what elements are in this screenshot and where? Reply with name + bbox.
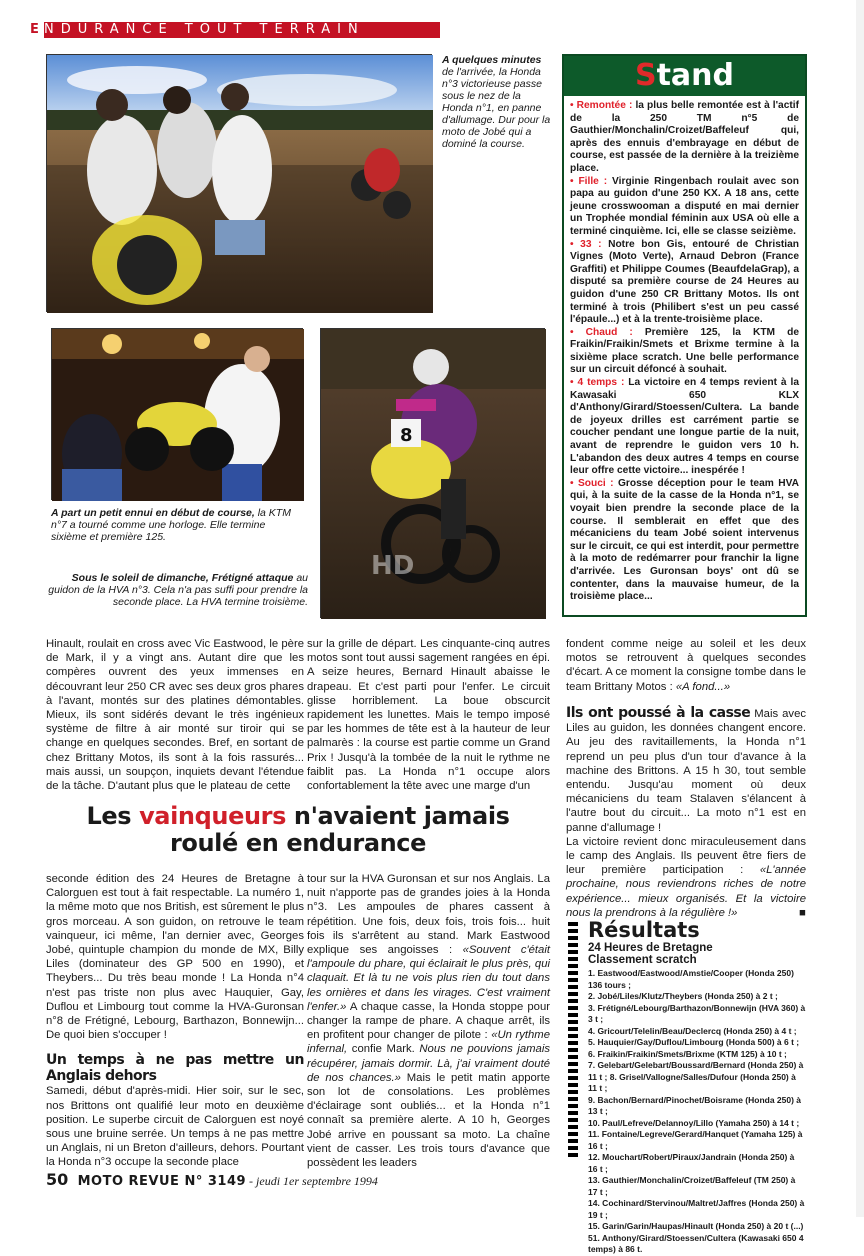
lower-column-3 (566, 706, 806, 920)
results-row: 15. Garin/Garin/Haupas/Hinault (Honda 250) à 20 t (...) 51. Anthony/Girard/Stoessen/Cultera (Kawasaki 650 4 temps) à 86 t. (588, 1221, 804, 1254)
stand-item-key: • Remontée : (570, 100, 633, 111)
lower-column-2-quote-2: «Un rythme infernal, (307, 1029, 550, 1056)
headline-red: vainqueurs (139, 802, 286, 830)
lower-column-1-para-1: seconde édition des 24 Heures de Bretagne à Calorguen est tout à fait respectable. La numéro 1, la même moto que nos British, est sûrement le plus gros morceau. A son guidon, on retrouve le team vainqueur, ici même, l'an dernier avec, Georges Jobé, quintuple champion du monde de MX, Billy Liles (dominateur des GP 500 en 1990), et Theybers... Du très beau monde ! La Honda n°4 n'est pas triste non plus avec Hauquier, Gay, Duflou et Limbourg tout comme la HVA-Guronsan n°8 de Frétigné, Lebourg, Barthazon, Bonnewijn... De quoi bien s'occuper ! (46, 873, 304, 1042)
results-row: 5. Hauquier/Gay/Duflou/Limbourg (Honda 500) à 6 t ; (588, 1037, 800, 1047)
results-row: 3. Frétigné/Lebourg/Barthazon/Bonnewijn (HVA 360) à 3 t ; (588, 1002, 806, 1024)
photo-hva-rider (320, 328, 545, 618)
results-row: 4. Gricourt/Telelin/Beau/Declercq (Honda 250) à 4 t ; (588, 1025, 797, 1036)
lower-column-2-text-d: Mais le petit matin apporte son lot de consolations. Les problèmes d'éclairage sont oubliés... et la Honda n°1 connaît sa première alerte. A 10 h, Georges Jobé arrive en poussant sa moto. La chaîne vient de casser. Les trois tours d'avance que possèdent les leaders (307, 1071, 550, 1170)
header-first-letter: E (30, 22, 46, 37)
header-title: NDURANCE TOUT TERRAIN (44, 22, 365, 37)
lower-column-1-subheading: Un temps à ne pas mettre un Anglais dehors (46, 1052, 304, 1085)
headline-line-1 (46, 803, 550, 830)
stand-item-key: • Souci : (570, 477, 614, 489)
headline-post: n'avaient jamais (285, 802, 510, 830)
caption-bottom-left (46, 572, 308, 608)
lower-column-2 (307, 872, 550, 1170)
lower-column-3-subheading: Ils ont poussé à la casse (566, 705, 751, 721)
results-row: 11. Fontaine/Legreve/Gerard/Hanquet (Yamaha 125) à 16 t ; (588, 1129, 803, 1151)
stand-item-text: la plus belle remontée est à l'actif de la 250 TM n°5 de Gauthier/Monchalin/Croizet/Baffeleuf qui, après des ennuis d'embrayage en début de course, est passée de la dernière à la treizième place. (570, 100, 800, 174)
end-mark-icon: ■ (799, 906, 806, 919)
stand-item-text: Grosse déception pour le team HVA qui, à la suite de la casse de la Honda n°1, se voyait bien prendre la seconde place de la course. Il semblerait en effet que des mécaniciens du team Jobé soient intervenus sur le circuit, ce qui est interdit, pour permettre à la moto de redémarrer pour franchir la ligne d'arrivée. Les Guronsan boys' ont dû se contenter, dans la mauvaise humeur, de la troisième place... (570, 477, 800, 603)
stand-item-text: Virginie Ringenbach roulait avec son papa au guidon d'une 250 KX. A 18 ans, cette jeune crosswooman a disputé en mai dernier un Trophée mondial féminin aux USA où elle a terminé cinquième. Ici, elle se classe seizième. (570, 175, 799, 237)
upper-column-3-italic: «A fond...» (672, 680, 731, 693)
lower-column-2-text-c: confie Mark. (347, 1043, 420, 1056)
results-row: 2. Jobé/Liles/Klutz/Theybers (Honda 250) à 2 t ; (588, 991, 778, 1001)
stand-item-text: Première 125, la KTM de Fraikin/Fraikin/Smets et Brixme termine à la sixième place scratch. Une belle performance sur un circuit défoncé à souhait. (570, 326, 799, 376)
stand-item (570, 239, 799, 327)
magazine-name: MOTO REVUE N° 3149 (77, 1174, 247, 1189)
stand-title (564, 56, 805, 96)
stand-item-key: • Fille : (570, 175, 608, 187)
results-row: 7. Gelebart/Gelebart/Boussard/Bernard (Honda 250) à 11 t ; 8. Grisel/Vallogne/Salles/Dufour (Honda 250) à 11 t ; (588, 1060, 804, 1093)
results-row: 14. Cochinard/Stervinou/Maltret/Jaffres (Honda 250) à 19 t ; (588, 1198, 805, 1220)
stand-body (564, 96, 805, 608)
results-stripe-decoration (568, 922, 578, 1158)
lower-column-3-para-1 (566, 706, 806, 835)
lower-column-3-text-2: La victoire revient donc miraculeusement dans le camp des Anglais. Ils peuvent être fiers de leur première participation : (566, 835, 806, 877)
photo-finish-pit (46, 54, 432, 312)
headline (46, 803, 550, 857)
results-row: 1. Eastwood/Eastwood/Amstie/Cooper (Honda 250) 136 tours ; (588, 968, 794, 990)
results-row: 12. Mouchart/Robert/Piraux/Jandrain (Honda 250) à 16 t ; (588, 1152, 795, 1174)
stand-item-key: • 33 : (570, 238, 602, 250)
watermark: HD (371, 551, 415, 581)
stand-title-first: S (634, 58, 657, 93)
results-row: 13. Gauthier/Monchalin/Croizet/Baffeleuf (TM 250) à 17 t ; (588, 1175, 796, 1197)
upper-column-3 (566, 637, 806, 694)
page-footer (46, 1170, 378, 1189)
caption-top-right-text: de l'arrivée, la Honda n°3 victorieuse passe sous le nez de la Honda n°1, en panne d'allumage. Dur pour la moto de Jobé qui a dominé la course. (442, 66, 551, 150)
caption-middle-left-bold: A part un petit ennui en début de course, (51, 507, 255, 519)
upper-column-2: sur la grille de départ. Les cinquante-cinq autres motos sont tout aussi sagement rangées en épi. A seize heures, Bernard Hinault abaisse le drapeau. Et c'est parti pour l'enfer. Le circuit glisse horriblement. La boue obscurcit rapidement les lunettes. Mais le tempo imposé par les hommes de tête est à la hauteur de leur palmarès : la course est partie comme un Grand Prix ! Jusqu'à la tombée de la nuit le rythme ne faiblit pas. La Honda n°1 occupe alors confortablement la tête avec une marge d'un (307, 638, 550, 793)
results-list (568, 968, 806, 1256)
headline-pre: Les (86, 802, 140, 830)
photo-hva-rider-image (321, 329, 546, 619)
section-header-bar (0, 22, 440, 38)
results-subtitle-2: Classement scratch (588, 954, 697, 966)
lower-column-1-para-2: Samedi, début d'après-midi. Hier soir, sur le sec, nos Brittons ont qualifié leur moto en deuxième position. Le superbe circuit de Calorguen est noyé sous une bruine serrée. Un temps à ne pas mettre un Anglais, ni un Breton d'ailleurs, dehors. Pourtant la Honda n°3 occupe la seconde place (46, 1085, 304, 1169)
results-row: 10. Paul/Lefreve/Delannoy/Lillo (Yamaha 250) à 14 t ; (588, 1117, 800, 1128)
headline-line-2: roulé en endurance (169, 829, 427, 857)
lower-column-2-text-a: tour sur la HVA Guronsan et sur nos Anglais. La nuit n'apporte pas de grandes joies à la Honda n°3. Les ampoules de phares cassent à répétition. Une fois, deux fois, trois fois... huit fois ils s'arrêtent au stand. Mark Eastwood explique ses angoisses : (307, 873, 550, 957)
results-box (568, 918, 806, 1256)
lower-column-1 (46, 872, 304, 1170)
page-edge (856, 0, 864, 1217)
caption-middle-left (51, 507, 303, 543)
photo-finish-pit-image (47, 55, 433, 313)
stand-item-key: • 4 temps : (570, 377, 625, 389)
upper-column-1: Hinault, roulait en cross avec Vic Eastwood, le père de Mark, il y a vingt ans. Autant dire que les compères ouvrent des yeux immenses en découvrant leur 250 CR avec ses deux gros phares à l'avant, montés sur des platines démontables. Mieux, ils sont sidérés devant le très ingénieux système de filtre à air monté sur tiroir qui se change en quelques secondes. Bref, en sortant de chez Brittany Motos, ils sont à la fois rassurés... mais aussi, un soupçon, inquiets devant l'étendue de la tâche. D'autant plus que le plateau de cette (46, 638, 304, 793)
issue-date: - jeudi 1er septembre 1994 (246, 1174, 378, 1188)
stand-item-key: • Chaud : (570, 326, 633, 338)
page-number: 50 (46, 1170, 69, 1189)
stand-item (570, 100, 799, 176)
caption-top-right (442, 54, 554, 150)
results-row: 6. Fraikin/Fraikin/Smets/Brixme (KTM 125) à 10 t ; (588, 1048, 787, 1059)
lower-column-3-quote: «L'année prochaine, nous reviendrons riches de notre expérience... mieux organisés. Et la victoire nous la prendrons à la régulière !» (566, 864, 806, 919)
lower-column-2-quote-3: Nous ne pouvions jamais récupérer, jamais dormir. Là, j'ai vraiment douté de nos chances.» (307, 1043, 550, 1084)
results-title: Résultats (588, 918, 700, 942)
photo-ktm-night-image (52, 329, 304, 501)
svg-text:8: 8 (400, 425, 413, 446)
stand-item (570, 327, 799, 377)
lower-column-3-para-2 (566, 835, 806, 920)
lower-column-2-quote-1: «Souvent c'était l'ampoule du phare, qui éclairait le plus près, qui claquait. Et là tu ne vois plus rien du tout dans les ornières et dans les virages. C'est vraiment l'enfer.» (307, 944, 550, 1013)
caption-bottom-left-text: au guidon de la HVA n°3. Cela n'a pas suffi pour prendre la seconde place. La HVA termine troisième. (48, 572, 308, 608)
stand-box (562, 54, 807, 617)
results-subtitle-1: 24 Heures de Bretagne (588, 942, 713, 954)
caption-top-right-bold: A quelques minutes (442, 54, 542, 66)
upper-column-3-text: fondent comme neige au soleil et les deux motos se retrouvent à quelques secondes d'écart. A ce moment la consigne tombe dans le team Brittany Motos : (566, 638, 806, 693)
stand-item (570, 377, 799, 478)
stand-item (570, 478, 799, 604)
stand-item-text: Notre bon Gis, entouré de Christian Vignes (Moto Verte), Arnaud Debron (France Graffiti) et Philippe Coumes (BeaufdelaGrap), a disputé sa première course de 24 Heures au guidon d'une 250 CR Brittany Motos. Ils ont terminé à trois (Philibert s'est un peu cassé l'épaule...) et à la trente-troisième place. (570, 238, 800, 326)
results-row: 9. Bachon/Bernard/Pinochet/Boisrame (Honda 250) à 13 t ; (588, 1094, 802, 1116)
caption-bottom-left-bold: Sous le soleil de dimanche, Frétigné attaque (71, 572, 294, 584)
caption-middle-left-text: la KTM n°7 a tourné comme une horloge. Elle termine sixième et première 125. (51, 507, 291, 543)
stand-item-text: La victoire en 4 temps revient à la Kawasaki 650 KLX d'Anthony/Girard/Stoessen/Cultera. La bande de joyeux drilles est carrément partie se coucher pendant une longue partie de la nuit, avant de reprendre le guidon vers 10 h. L'abandon des deux autres 4 temps en course leur offre cette victoire... inespérée ! (570, 377, 799, 477)
photo-ktm-night (51, 328, 303, 500)
stand-title-rest: tand (656, 58, 735, 93)
stand-item (570, 176, 799, 239)
lower-column-2-text-b: A chaque casse, la Honda stoppe pour changer la rampe de phare. A chaque arrêt, ils en profitent pour changer de pilote : (307, 1000, 550, 1042)
lower-column-3-text-1: Mais avec Liles au guidon, les données changent encore. Au jeu des ravitaillements, la Honda n°1 reprend un peu plus d'un tour d'avance à la machine des Brittons. A 15 h 30, tout semble entendu. Jusqu'au moment où deux mécaniciens du team Stalaven s'élancent à l'autre bout du circuit... La moto n°1 est en panne d'allumage ! (566, 708, 806, 834)
